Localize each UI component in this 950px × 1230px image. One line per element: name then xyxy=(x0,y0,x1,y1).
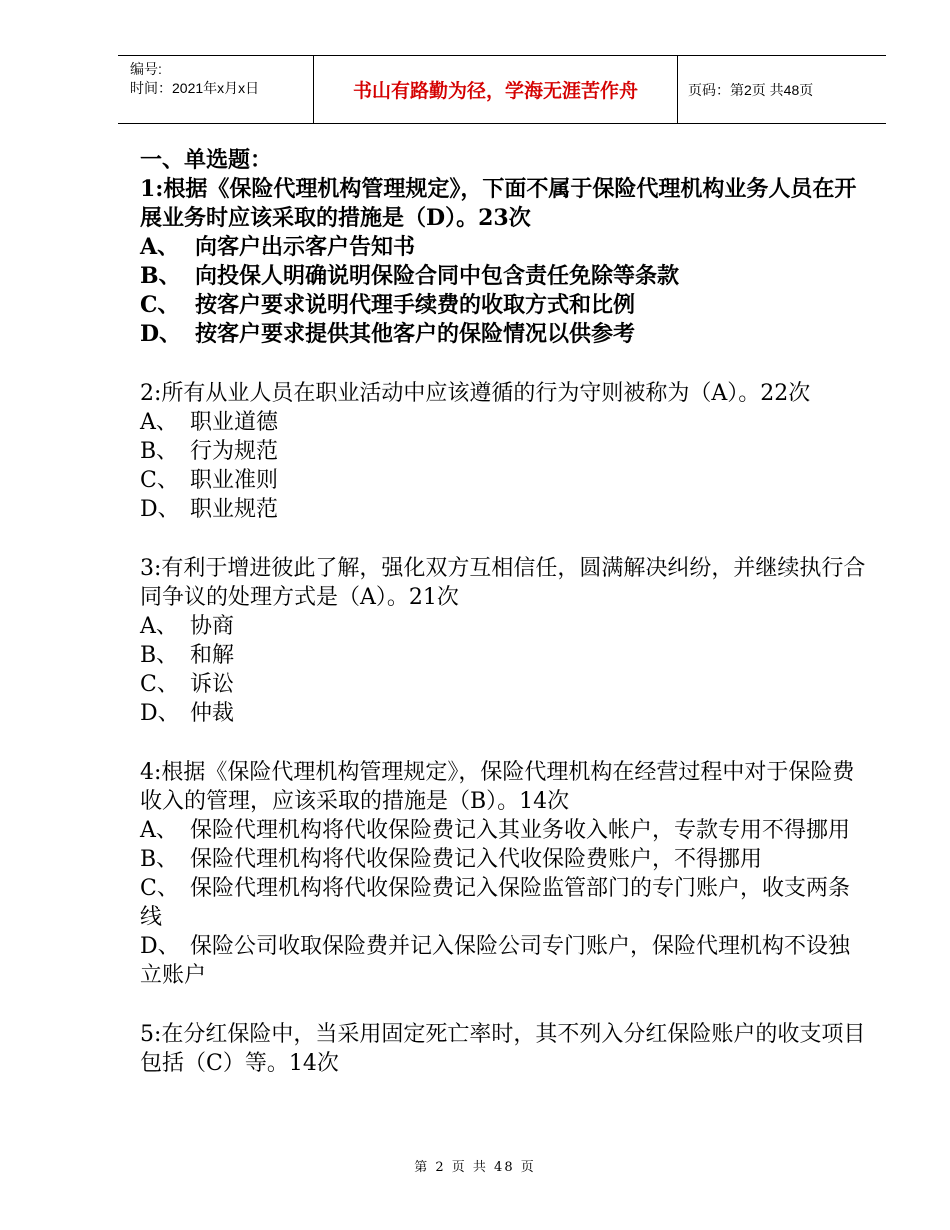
question-2 xyxy=(140,379,868,524)
page-header xyxy=(118,55,886,124)
option-d: D、 按客户要求提供其他客户的保险情况以供参考 xyxy=(140,321,636,347)
option-b: B、 保险代理机构将代收保险费记入代收保险费账户，不得挪用 xyxy=(140,847,763,872)
section-title: 一、单选题： xyxy=(140,147,273,173)
question-stem: 3:有利于增进彼此了解，强化双方互相信任，圆满解决纠纷，并继续执行合同争议的处理方式是（A）。21次 xyxy=(140,556,866,610)
option-c: C、 按客户要求说明代理手续费的收取方式和比例 xyxy=(140,292,636,318)
option-a: A、 保险代理机构将代收保险费记入其业务收入帐户，专款专用不得挪用 xyxy=(140,818,851,843)
question-1 xyxy=(140,175,868,349)
option-c: C、 职业准则 xyxy=(140,468,279,493)
option-d: D、 保险公司收取保险费并记入保险公司专门账户，保险代理机构不设独立账户 xyxy=(140,934,851,988)
question-3 xyxy=(140,554,868,728)
header-meta xyxy=(118,56,314,123)
question-4 xyxy=(140,758,868,990)
question-stem: 2:所有从业人员在职业活动中应该遵循的行为守则被称为（A）。22次 xyxy=(140,381,811,406)
option-a: A、 向客户出示客户告知书 xyxy=(140,234,416,260)
option-b: B、 行为规范 xyxy=(140,439,279,464)
time-label: 时间：2021年x月x日 xyxy=(130,80,260,96)
header-page-info: 页码：第2页 共48页 xyxy=(688,81,814,98)
document-body xyxy=(140,146,868,1078)
question-stem: 5:在分红保险中，当采用固定死亡率时，其不列入分红保险账户的收支项目包括（C）等。14次 xyxy=(140,1022,866,1076)
option-b: B、 向投保人明确说明保险合同中包含责任免除等条款 xyxy=(140,263,680,289)
option-d: D、 职业规范 xyxy=(140,497,279,522)
page-footer: 第 2 页 共 48 页 xyxy=(414,1160,536,1175)
option-a: A、 协商 xyxy=(140,614,235,639)
number-label: 编号: xyxy=(130,61,162,77)
option-c: C、 保险代理机构将代收保险费记入保险监管部门的专门账户，收支两条线 xyxy=(140,876,851,930)
question-5 xyxy=(140,1020,868,1078)
question-stem: 1:根据《保险代理机构管理规定》，下面不属于保险代理机构业务人员在开展业务时应该采取的措施是（D）。23次 xyxy=(140,176,857,231)
option-b: B、 和解 xyxy=(140,643,235,668)
option-d: D、 仲裁 xyxy=(140,701,235,726)
option-c: C、 诉讼 xyxy=(140,672,235,697)
header-motto: 书山有路勤为径，学海无涯苦作舟 xyxy=(314,56,678,123)
question-stem: 4:根据《保险代理机构管理规定》，保险代理机构在经营过程中对于保险费收入的管理，应该采取的措施是（B）。14次 xyxy=(140,760,855,814)
option-a: A、 职业道德 xyxy=(140,410,279,435)
